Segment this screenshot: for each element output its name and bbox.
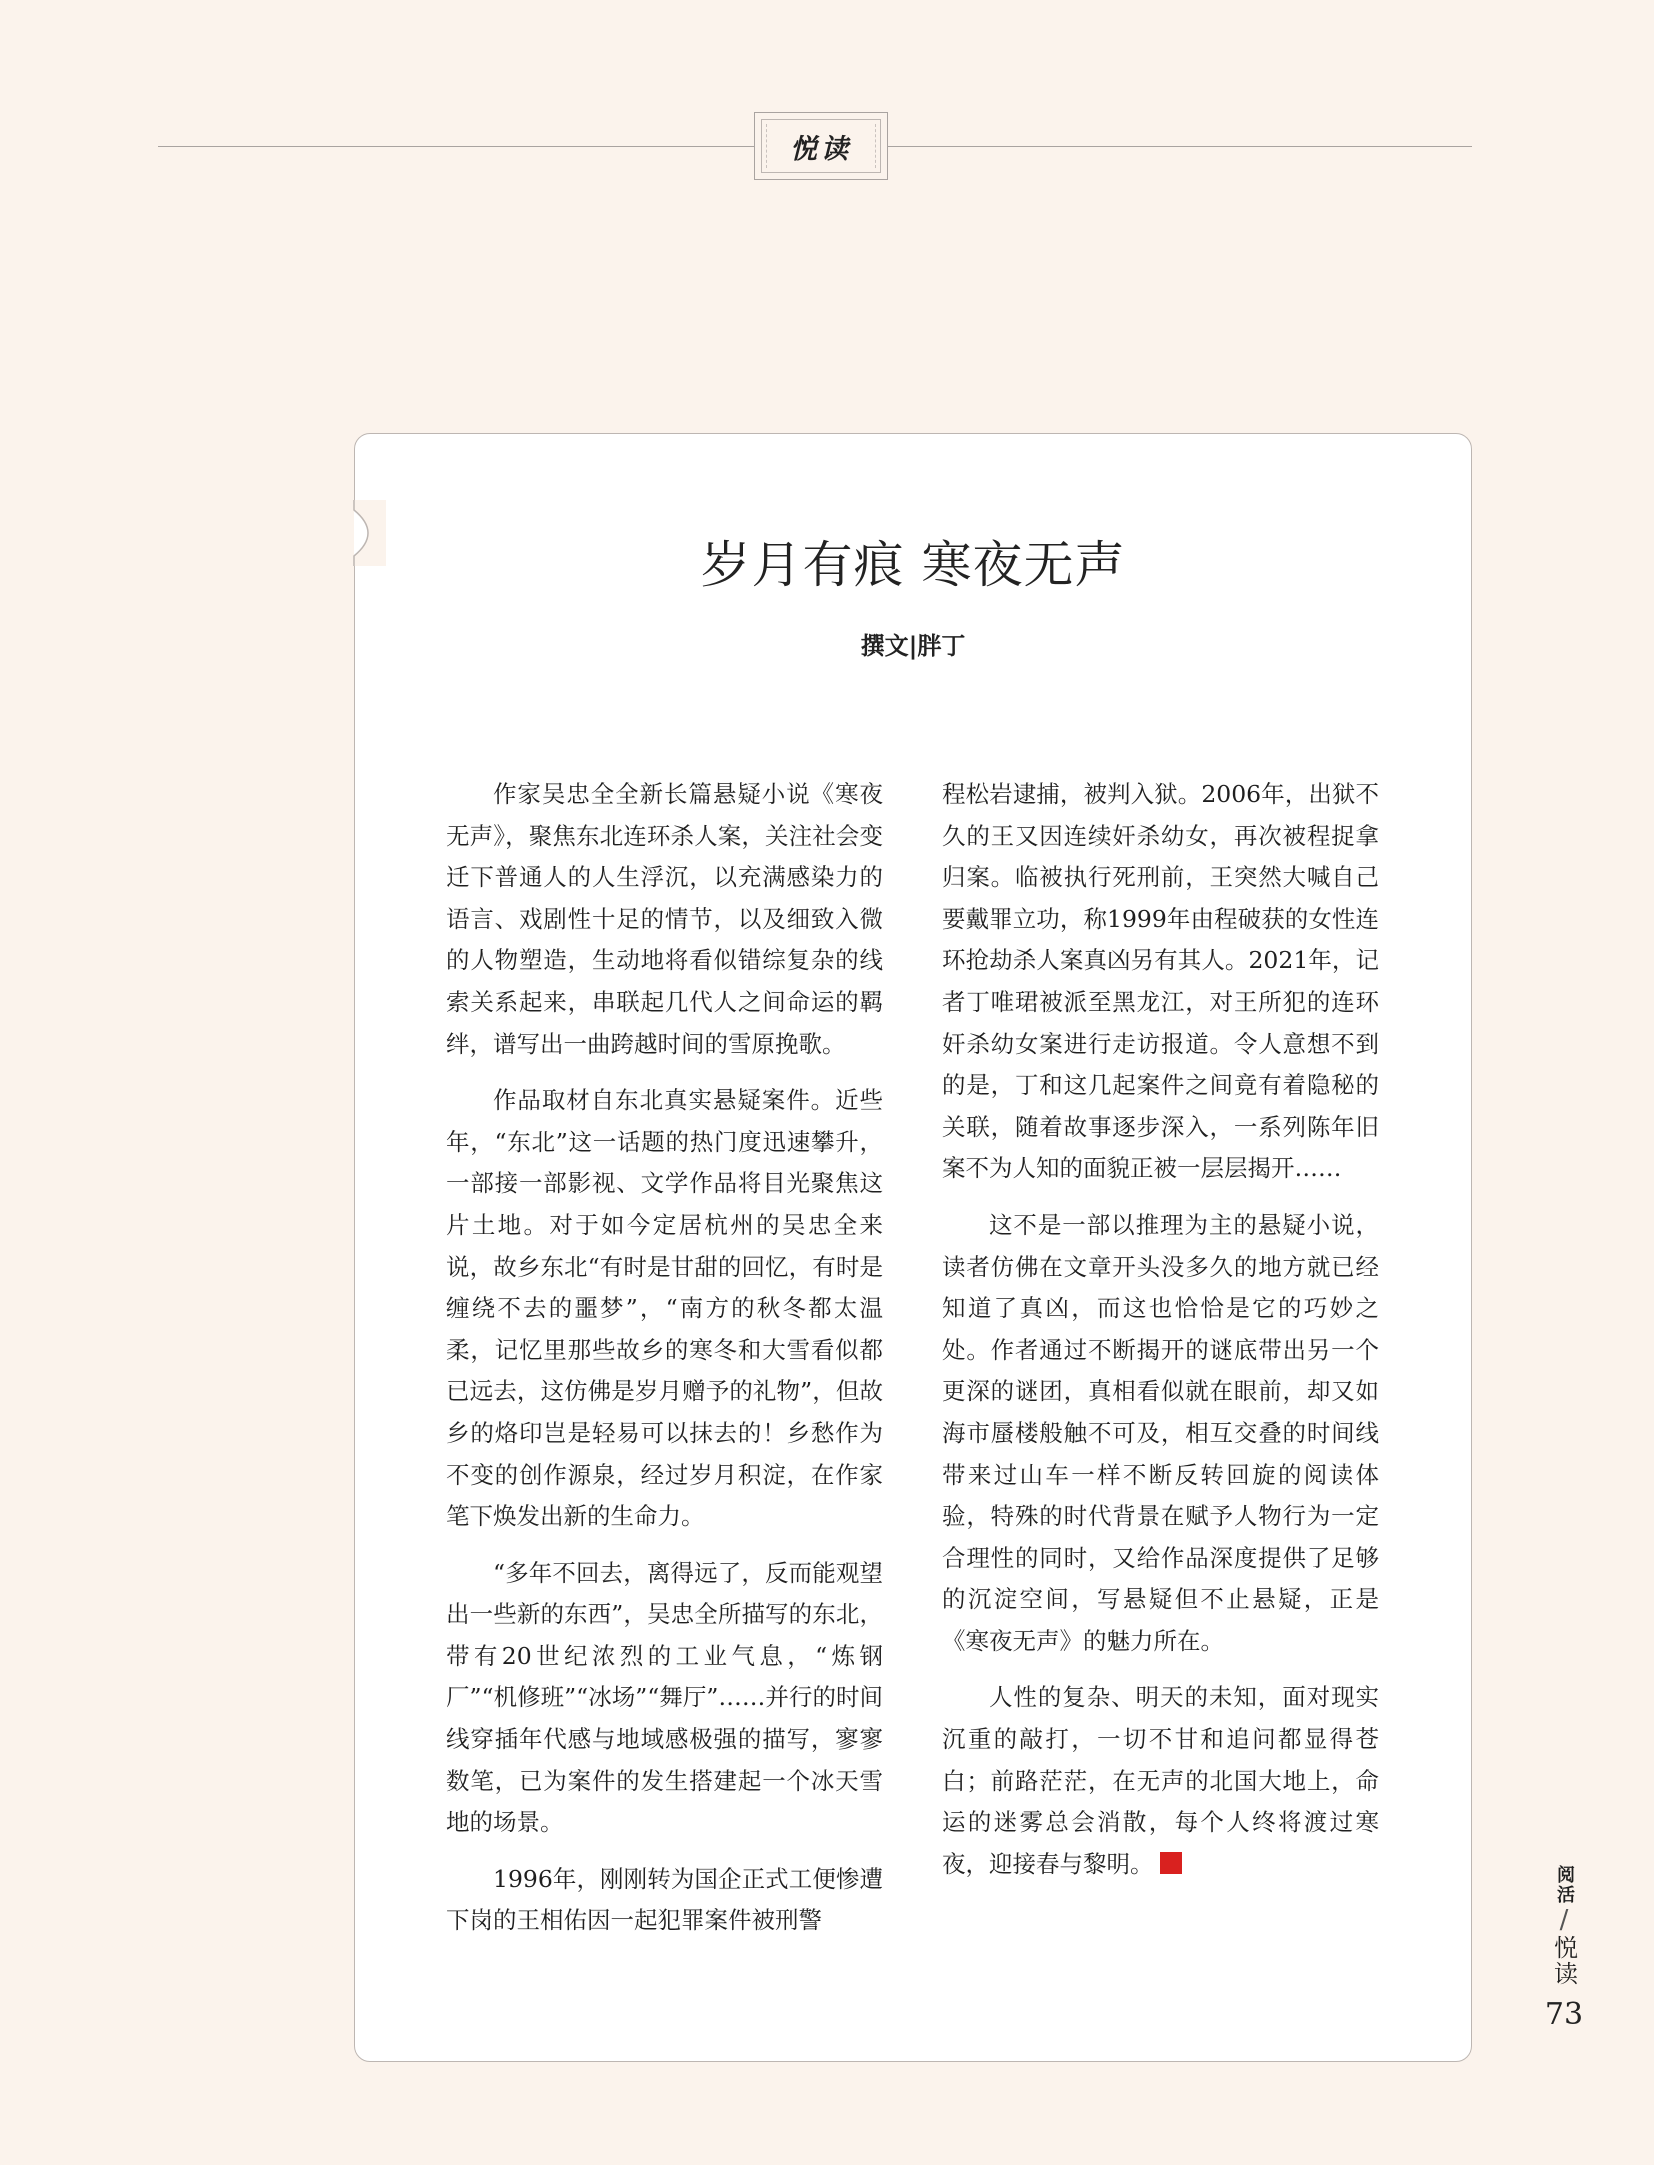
magazine-name: 阅活 (1554, 1865, 1575, 1905)
folio-section: 悦读 (1549, 1935, 1578, 1987)
article-byline: 撰文|胖丁 (860, 632, 966, 660)
folio-slash: / (1559, 1905, 1569, 1935)
paragraph-final-text: 人性的复杂、明天的未知，面对现实沉重的敲打，一切不甘和追问都显得苍白；前路茫茫，在无声的北国大地上，命运的迷雾总会消散，每个人终将渡过寒夜，迎接春与黎明。 (942, 1683, 1379, 1878)
section-tab-inner (761, 119, 881, 173)
section-tab (754, 112, 888, 180)
paragraph: 1996年，刚刚转为国企正式工便惨遭下岗的王相佑因一起犯罪案件被刑警 (446, 1864, 883, 1935)
end-mark-icon (1160, 1852, 1182, 1874)
paragraph: 这不是一部以推理为主的悬疑小说，读者仿佛在文章开头没多久的地方就已经知道了真凶，而这也恰恰是它的巧妙之处。作者通过不断揭开的谜底带出另一个更深的谜团，真相看似就在眼前，却又如海市蜃楼般触不可及，相互交叠的时间线带来过山车一样不断反转回旋的阅读体验，特殊的时代背景在赋予人物行为一定合理性的同时，又给作品深度提供了足够的沉淀空间，写悬疑但不止悬疑，正是《寒夜无声》的魅力所在。 (942, 1210, 1379, 1655)
section-label: 悦读 (790, 133, 852, 165)
header-rule-right (888, 146, 1472, 147)
paragraph-final (942, 1677, 1379, 1885)
article-title: 岁月有痕 寒夜无声 (700, 536, 1126, 594)
page-number: 73 (1544, 1997, 1584, 2032)
right-column (942, 774, 1379, 1900)
header-rule-left (158, 146, 754, 147)
left-column (446, 774, 883, 1957)
paragraph: 作品取材自东北真实悬疑案件。近些年，“东北”这一话题的热门度迅速攀升，一部接一部影视、文学作品将目光聚焦这片土地。对于如今定居杭州的吴忠全来说，故乡东北“有时是甘甜的回忆，有时是缠绕不去的噩梦”，“南方的秋冬都太温柔，记忆里那些故乡的寒冬和大雪看似都已远去，这仿佛是岁月赠予的礼物”，但故乡的烙印岂是轻易可以抹去的！乡愁作为不变的创作源泉，经过岁月积淀，在作家笔下焕发出新的生命力。 (446, 1086, 883, 1531)
folio (1544, 1865, 1584, 2032)
paragraph: “多年不回去，离得远了，反而能观望出一些新的东西”，吴忠全所描写的东北，带有20世纪浓烈的工业气息，“炼钢厂”“机修班”“冰场”“舞厅”……并行的时间线穿插年代感与地域感极强的描写，寥寥数笔，已为案件的发生搭建起一个冰天雪地的场景。 (446, 1558, 883, 1837)
paragraph-continuation: 程松岩逮捕，被判入狱。2006年，出狱不久的王又因连续奸杀幼女，再次被程捉拿归案。临被执行死刑前，王突然大喊自己要戴罪立功，称1999年由程破获的女性连环抢劫杀人案真凶另有其人。2021年，记者丁唯珺被派至黑龙江，对王所犯的连环奸杀幼女案进行走访报道。令人意想不到的是，丁和这几起案件之间竟有着隐秘的关联，随着故事逐步深入，一系列陈年旧案不为人知的面貌正被一层层揭开…… (942, 780, 1379, 1183)
paragraph: 作家吴忠全全新长篇悬疑小说《寒夜无声》，聚焦东北连环杀人案，关注社会变迁下普通人的人生浮沉，以充满感染力的语言、戏剧性十足的情节，以及细致入微的人物塑造，生动地将看似错综复杂的线索关系起来，串联起几代人之间命运的羁绊，谱写出一曲跨越时间的雪原挽歌。 (446, 780, 883, 1058)
